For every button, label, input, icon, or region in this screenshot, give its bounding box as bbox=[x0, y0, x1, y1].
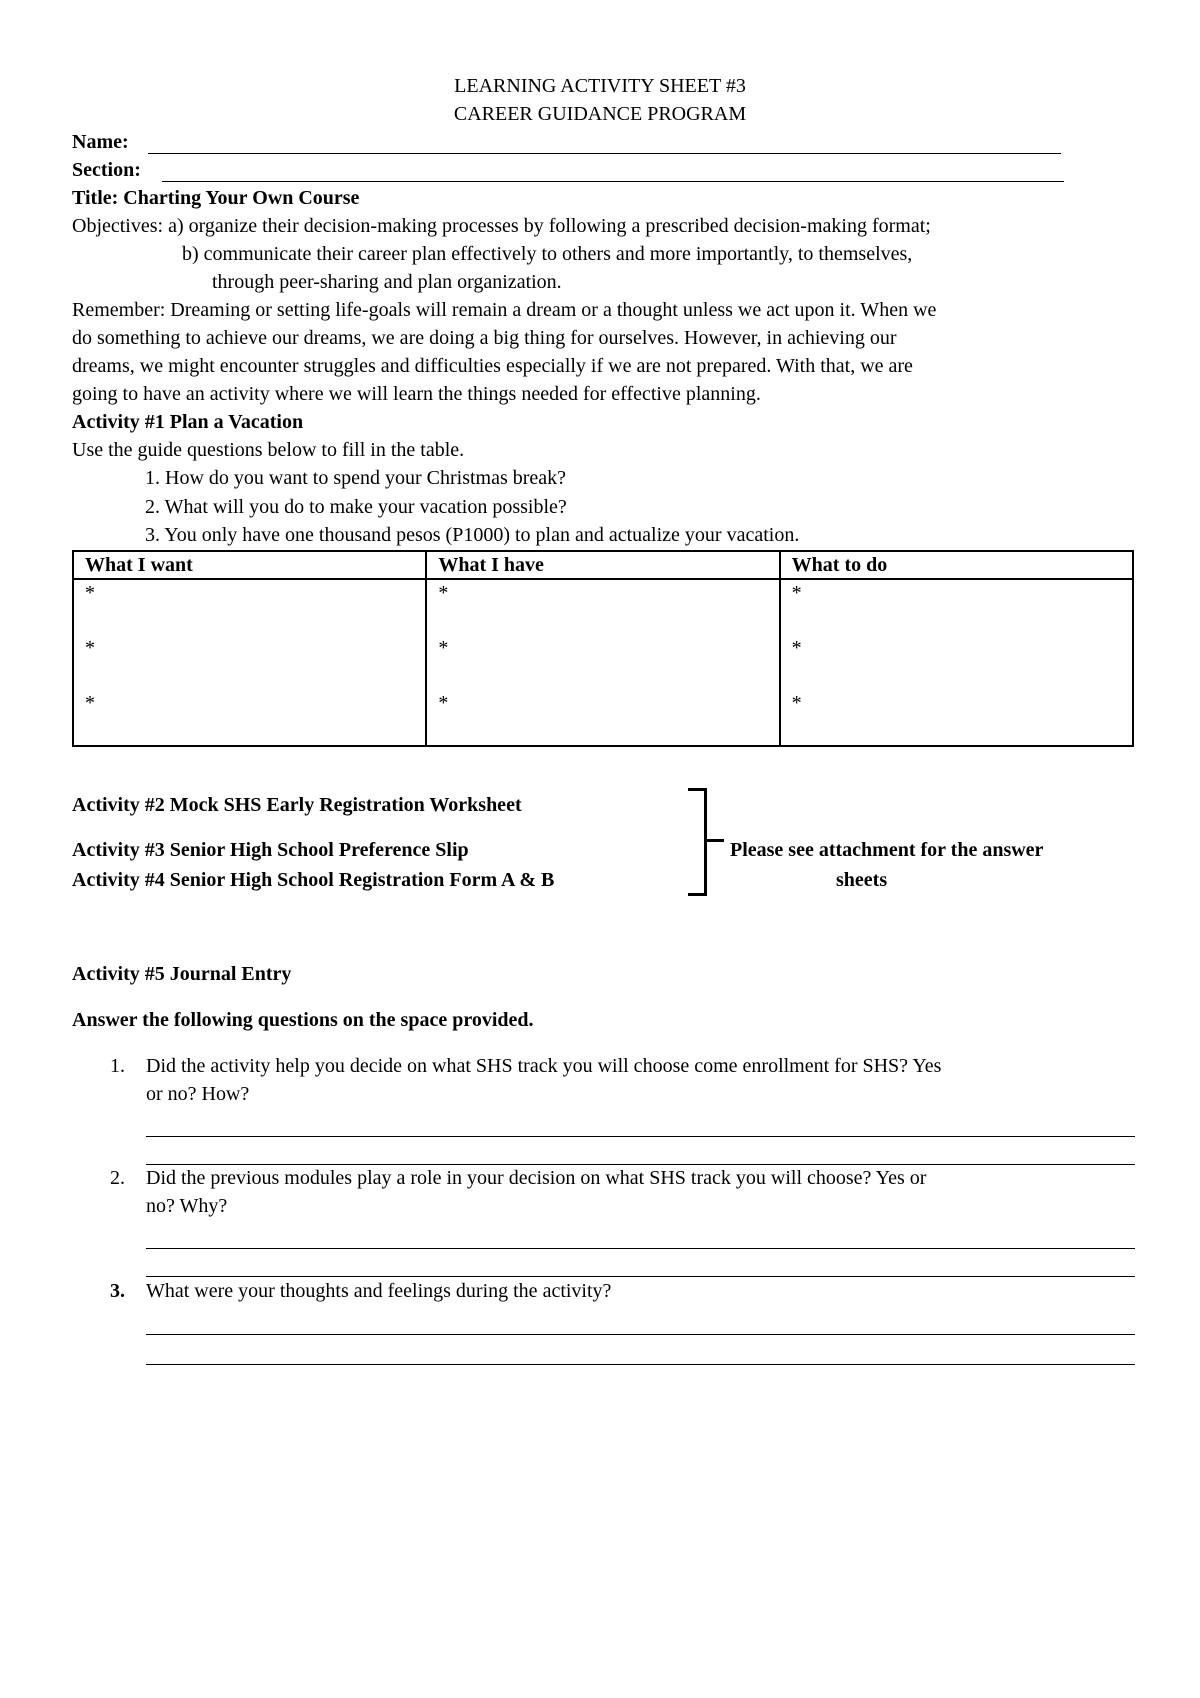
activity-1-instruction: Use the guide questions below to fill in the table. bbox=[72, 439, 465, 461]
remember-line-3: dreams, we might encounter struggles and difficulties especially if we are not prepared. With that, we are bbox=[72, 355, 913, 377]
guide-question-3: 3. You only have one thousand pesos (P1000) to plan and actualize your vacation. bbox=[145, 524, 800, 546]
remember-line-4: going to have an activity where we will learn the things needed for effective planning. bbox=[72, 383, 761, 405]
activity-4-heading: Activity #4 Senior High School Registration Form A & B bbox=[72, 869, 555, 891]
question-3-number: 3. bbox=[110, 1280, 125, 1302]
attachment-note-line-2: sheets bbox=[836, 869, 888, 891]
question-2-line-1: Did the previous modules play a role in your decision on what SHS track you will choose? Yes or bbox=[146, 1167, 927, 1189]
bullet-marker: * bbox=[85, 637, 95, 659]
right-brace bbox=[688, 788, 707, 896]
section-blank-line[interactable] bbox=[162, 181, 1064, 182]
bullet-marker: * bbox=[791, 692, 802, 714]
bullet-marker: * bbox=[438, 637, 449, 659]
what-i-have-cell[interactable] bbox=[426, 579, 779, 746]
column-header-what-to-do: What to do bbox=[780, 551, 1133, 579]
activity-2-heading: Activity #2 Mock SHS Early Registration Worksheet bbox=[72, 794, 522, 816]
name-blank-line[interactable] bbox=[148, 153, 1061, 154]
answer-line[interactable] bbox=[146, 1248, 1135, 1249]
bullet-marker: * bbox=[85, 692, 95, 714]
answer-line[interactable] bbox=[146, 1334, 1135, 1335]
objectives-line-2: b) communicate their career plan effectively to others and more importantly, to themselves, bbox=[182, 243, 913, 265]
activity-3-heading: Activity #3 Senior High School Preference Slip bbox=[72, 839, 469, 861]
table-row bbox=[73, 579, 1133, 746]
remember-line-1: Remember: Dreaming or setting life-goals will remain a dream or a thought unless we act upon it. When we bbox=[72, 299, 937, 321]
guide-question-2: 2. What will you do to make your vacation possible? bbox=[145, 496, 567, 518]
question-1-line-2: or no? How? bbox=[146, 1083, 250, 1105]
bullet-marker: * bbox=[791, 582, 802, 604]
table-header-row bbox=[73, 551, 1133, 579]
answer-line[interactable] bbox=[146, 1136, 1135, 1137]
what-i-want-cell[interactable] bbox=[73, 579, 426, 746]
remember-line-2: do something to achieve our dreams, we are doing a big thing for ourselves. However, in achieving our bbox=[72, 327, 897, 349]
activity-1-heading: Activity #1 Plan a Vacation bbox=[72, 411, 304, 433]
question-1-number: 1. bbox=[110, 1055, 125, 1077]
name-label: Name: bbox=[72, 131, 129, 153]
guide-question-1: 1. How do you want to spend your Christmas break? bbox=[145, 467, 567, 489]
objectives-line-1: Objectives: a) organize their decision-making processes by following a prescribed decision-making format; bbox=[72, 215, 931, 237]
question-2-number: 2. bbox=[110, 1167, 125, 1189]
right-brace-point bbox=[704, 839, 724, 842]
section-label: Section: bbox=[72, 159, 141, 181]
column-header-what-i-have: What I have bbox=[426, 551, 779, 579]
bullet-marker: * bbox=[438, 692, 449, 714]
vacation-plan-table bbox=[72, 550, 1134, 747]
title-line: Title: Charting Your Own Course bbox=[72, 187, 360, 209]
question-1-line-1: Did the activity help you decide on what SHS track you will choose come enrollment for SHS? Yes bbox=[146, 1055, 942, 1077]
sheet-title: LEARNING ACTIVITY SHEET #3 bbox=[454, 75, 746, 97]
activity-5-heading: Activity #5 Journal Entry bbox=[72, 963, 292, 985]
activity-5-instruction: Answer the following questions on the space provided. bbox=[72, 1009, 534, 1031]
what-to-do-cell[interactable] bbox=[780, 579, 1133, 746]
bullet-marker: * bbox=[85, 582, 95, 604]
answer-line[interactable] bbox=[146, 1364, 1135, 1365]
program-title: CAREER GUIDANCE PROGRAM bbox=[453, 103, 747, 125]
objectives-line-3: through peer-sharing and plan organization. bbox=[212, 271, 562, 293]
question-2-line-2: no? Why? bbox=[146, 1195, 228, 1217]
bullet-marker: * bbox=[438, 582, 449, 604]
column-header-what-i-want: What I want bbox=[73, 551, 426, 579]
question-3-line-1: What were your thoughts and feelings during the activity? bbox=[146, 1280, 612, 1302]
attachment-note-line-1: Please see attachment for the answer bbox=[730, 839, 1044, 861]
bullet-marker: * bbox=[791, 637, 802, 659]
